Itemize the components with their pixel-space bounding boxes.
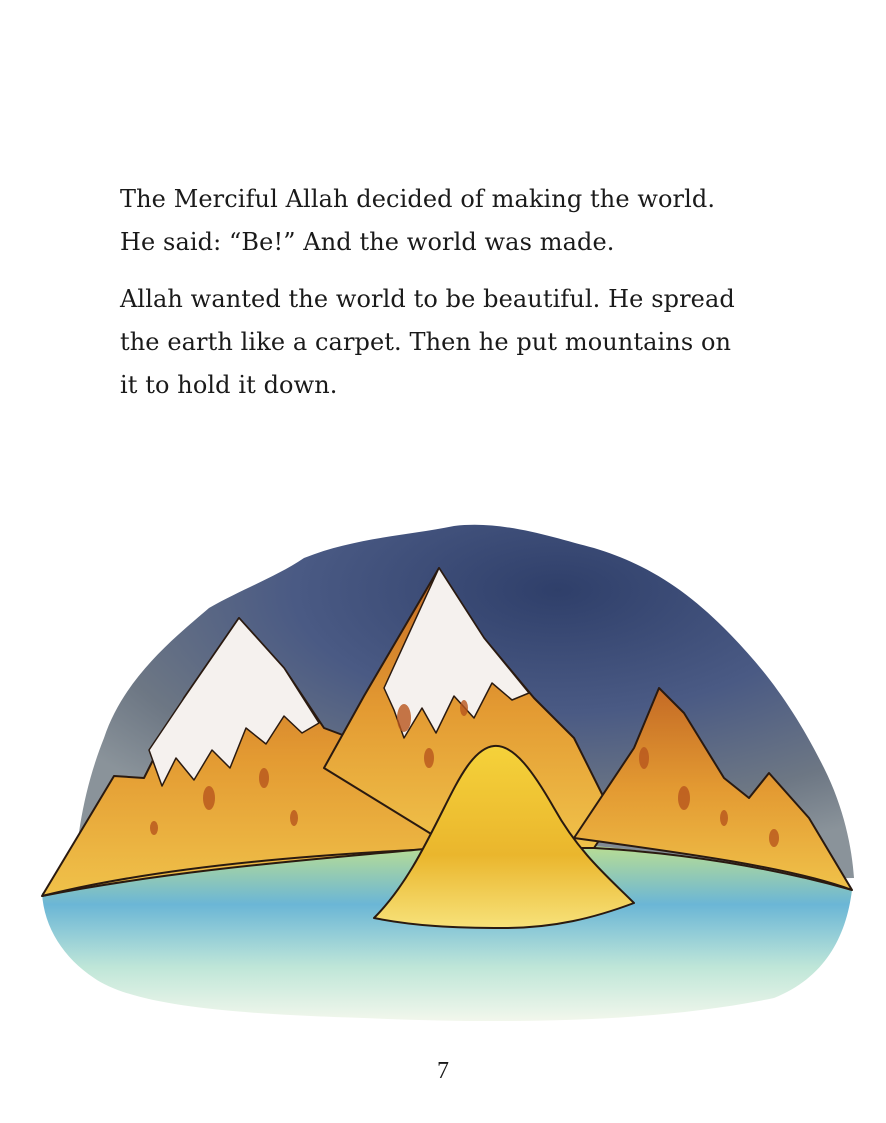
para2-line3: it to hold it down.: [120, 371, 338, 399]
mountains-illustration: [34, 518, 860, 1026]
para2-line1: Allah wanted the world to be beautiful. He spread: [120, 285, 735, 313]
paragraph-creation: [120, 178, 780, 264]
page-number: 7: [437, 1058, 449, 1084]
paragraph-mountains: [120, 278, 780, 407]
para1-line1: The Merciful Allah decided of making the world.: [120, 185, 716, 213]
para2-line2: the earth like a carpet. Then he put mountains on: [120, 328, 732, 356]
story-text: [120, 178, 780, 407]
para1-line2: He said: “Be!” And the world was made.: [120, 228, 615, 256]
